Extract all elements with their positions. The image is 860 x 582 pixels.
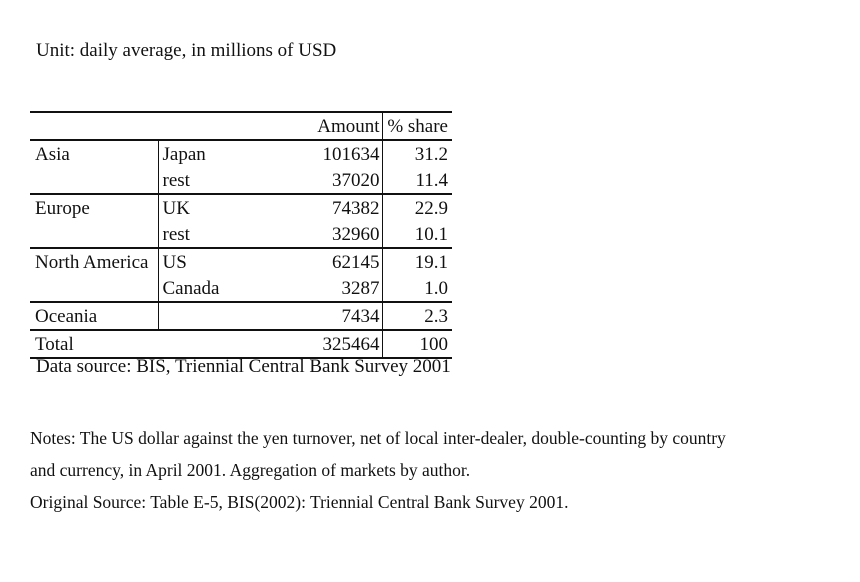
amount-cell: 37020 xyxy=(254,167,382,194)
total-share: 100 xyxy=(382,330,452,358)
share-cell: 31.2 xyxy=(414,144,448,165)
country-cell: Canada xyxy=(158,275,254,302)
amount-cell: 62145 xyxy=(254,248,382,275)
amount-cell: 32960 xyxy=(254,221,382,248)
amount-cell: 3287 xyxy=(254,275,382,302)
unit-label: Unit: daily average, in millions of USD xyxy=(36,40,337,61)
header-amount: Amount xyxy=(254,113,382,140)
share-cell: 22.9 xyxy=(414,198,448,219)
data-source-caption: Data source: BIS, Triennial Central Bank Survey 2001 xyxy=(36,356,451,377)
table-row xyxy=(30,194,452,221)
total-amount: 325464 xyxy=(254,330,382,358)
table-total-row xyxy=(30,330,452,358)
share-cell: 11.4 xyxy=(382,167,452,194)
country-cell xyxy=(158,302,254,330)
amount-cell: 7434 xyxy=(254,302,382,330)
header-country-blank xyxy=(158,113,254,140)
country-cell: rest xyxy=(158,221,254,248)
share-cell: 19.1 xyxy=(414,252,448,273)
header-region-blank xyxy=(30,113,158,140)
share-cell: 1.0 xyxy=(382,275,452,302)
region-cell: Asia xyxy=(35,144,70,165)
table-row xyxy=(30,248,452,275)
region-cell xyxy=(30,167,158,194)
country-cell: rest xyxy=(158,167,254,194)
table-row xyxy=(30,302,452,330)
region-cell xyxy=(30,275,158,302)
total-label: Total xyxy=(30,330,158,358)
fx-turnover-table xyxy=(30,113,452,359)
original-source-line: Original Source: Table E-5, BIS(2002): Triennial Central Bank Survey 2001. xyxy=(30,492,569,512)
notes-line: Notes: The US dollar against the yen turnover, net of local inter-dealer, double-counting by country xyxy=(30,428,726,448)
table-row xyxy=(30,275,452,302)
region-cell: Europe xyxy=(35,198,90,219)
country-cell: UK xyxy=(158,194,254,221)
share-cell: 2.3 xyxy=(382,302,452,330)
table-row xyxy=(30,221,452,248)
country-cell: US xyxy=(158,248,254,275)
amount-cell: 101634 xyxy=(254,140,382,167)
table-row xyxy=(30,167,452,194)
share-cell: 10.1 xyxy=(382,221,452,248)
country-cell xyxy=(158,330,254,358)
notes-line: and currency, in April 2001. Aggregation of markets by author. xyxy=(30,460,471,480)
country-cell: Japan xyxy=(158,140,254,167)
header-share: % share xyxy=(382,113,452,140)
region-cell xyxy=(30,221,158,248)
table-header-row xyxy=(30,113,452,140)
region-cell: North America xyxy=(35,252,149,273)
notes-block xyxy=(30,422,850,518)
amount-cell: 74382 xyxy=(254,194,382,221)
region-cell: Oceania xyxy=(30,302,158,330)
table-row xyxy=(30,140,452,167)
